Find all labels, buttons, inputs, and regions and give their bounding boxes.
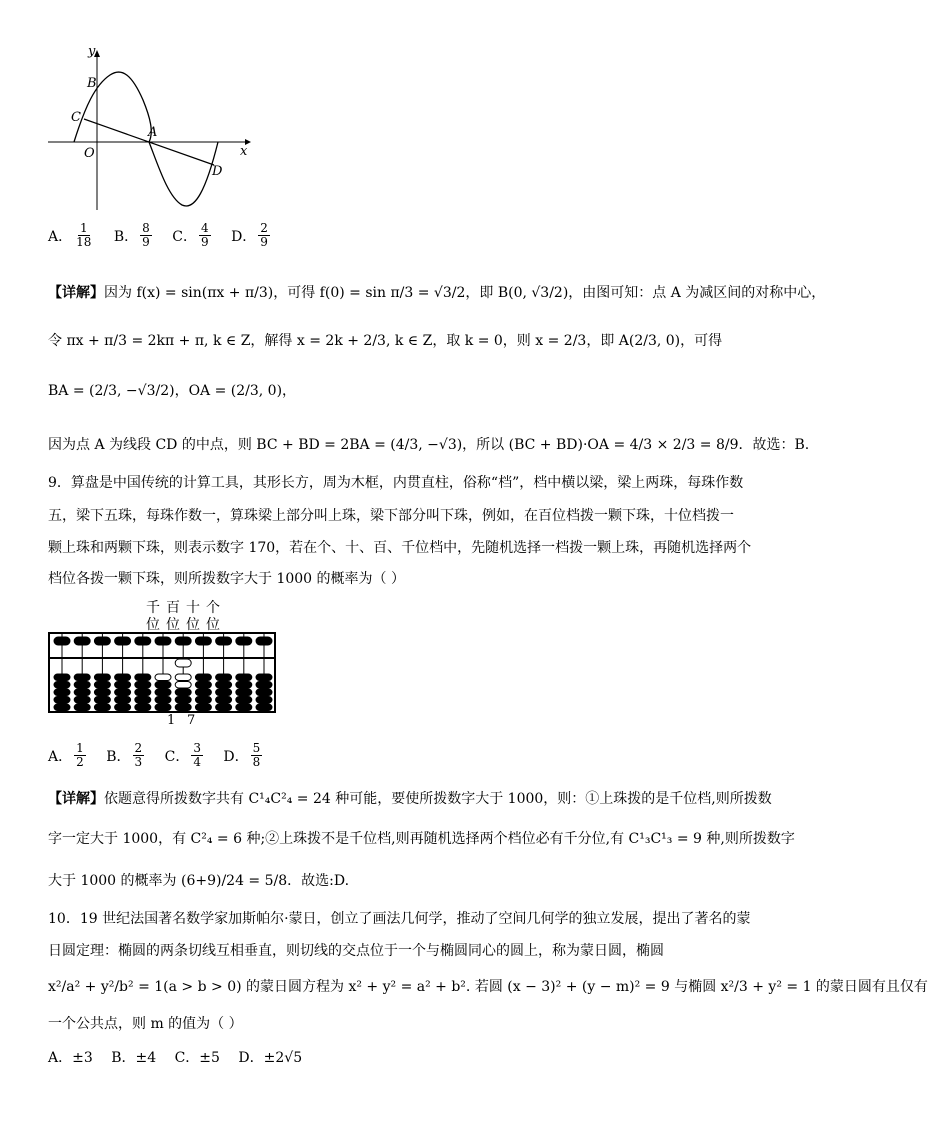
q9-detail-line-3: 大于 1000 的概率为 (6+9)/24 = 5/8．故选:D.: [48, 873, 350, 889]
abacus-lower-bead: [74, 682, 90, 689]
q8-detail-line-4: 因为点 A 为线段 CD 的中点，则 BC + BD = 2BA = (4/3, −√3)，所以 (BC + BD)·OA = 4/3 × 2/3 = 8/9．故选：B.: [48, 437, 810, 453]
abacus-lower-bead: [135, 689, 151, 696]
q8-option-b: B． $\frac{8}{9}$: [113, 221, 150, 249]
abacus-lower-bead: [155, 697, 171, 704]
abacus-lower-bead: [175, 697, 191, 704]
q9-detail-line-1: 【详解】依题意得所拨数字共有 C¹₄C²₄ = 24 种可能，要使所拨数字大于 1000，则：①上珠拨的是千位档,则所拨数: [48, 791, 772, 807]
q8-options: [48, 222, 286, 249]
q9-detail-line-2: 字一定大于 1000，有 C²₄ = 6 种;②上珠拨不是千位档,则再随机选择两个档位必有千分位,有 C¹₃C¹₃ = 9 种,则所拨数字: [48, 831, 795, 847]
abacus-lower-bead: [115, 674, 131, 681]
abacus-upper-bead: [256, 637, 272, 645]
abacus-lower-bead: [74, 674, 90, 681]
abacus-digit-tens: 7: [187, 713, 196, 728]
abacus-lower-bead: [195, 674, 211, 681]
abacus-lower-bead: [54, 689, 70, 696]
abacus-lower-bead: [135, 682, 151, 689]
abacus-lower-bead: [216, 674, 232, 681]
abacus-lower-bead: [115, 697, 131, 704]
abacus-lower-bead: [175, 674, 191, 681]
abacus-lower-bead: [256, 674, 272, 681]
abacus-lower-bead: [74, 704, 90, 711]
abacus-lower-bead: [54, 704, 70, 711]
abacus-upper-bead: [155, 637, 171, 645]
abacus-lower-bead: [155, 704, 171, 711]
abacus-upper-bead: [74, 637, 90, 645]
abacus-lower-bead: [74, 697, 90, 704]
q10-text-1: 10．19 世纪法国著名数学家加斯帕尔·蒙日，创立了画法几何学，推动了空间几何学的独立发展，提出了著名的蒙: [48, 911, 751, 927]
abacus-lower-bead: [155, 689, 171, 696]
abacus-lower-bead: [155, 682, 171, 689]
abacus-lower-bead: [175, 689, 191, 696]
abacus-label-wei-2: 位: [166, 617, 180, 633]
q10-options: [48, 1047, 316, 1067]
svg-text:A: A: [148, 125, 158, 140]
abacus-lower-bead: [236, 674, 252, 681]
abacus-lower-bead: [115, 704, 131, 711]
abacus-lower-bead: [216, 697, 232, 704]
abacus-lower-bead: [195, 682, 211, 689]
svg-text:D: D: [212, 164, 223, 179]
sine-curve: [74, 72, 218, 206]
abacus-lower-bead: [94, 682, 110, 689]
abacus-lower-bead: [135, 704, 151, 711]
abacus-lower-bead: [94, 697, 110, 704]
abacus-lower-bead: [115, 689, 131, 696]
abacus-lower-bead: [54, 674, 70, 681]
abacus-upper-bead: [216, 637, 232, 645]
abacus-lower-bead: [135, 697, 151, 704]
q9-text-2: 五，梁下五珠，每珠作数一，算珠梁上部分叫上珠，梁下部分叫下珠，例如，在百位档拨一颗下珠，十位档拨一: [48, 508, 734, 524]
abacus-lower-bead: [195, 704, 211, 711]
abacus-lower-bead: [54, 697, 70, 704]
abacus-label-thousands: 千: [146, 600, 160, 616]
q10-text-2: 日圆定理：椭圆的两条切线互相垂直，则切线的交点位于一个与椭圆同心的圆上，称为蒙日圆，椭圆: [48, 943, 664, 959]
abacus-upper-bead: [115, 637, 131, 645]
q8-detail-line-3: BA = (2/3, −√3/2)，OA = (2/3, 0)，: [48, 383, 297, 399]
abacus-upper-bead: [175, 659, 191, 667]
abacus-label-wei-3: 位: [186, 617, 200, 633]
abacus-lower-bead: [155, 674, 171, 681]
abacus-lower-bead: [94, 674, 110, 681]
abacus-lower-bead: [256, 682, 272, 689]
abacus-digit-hundreds: 1: [167, 713, 176, 728]
q10-option-b: B．±4: [111, 1050, 157, 1066]
q9-option-a: A． $\frac{1}{2}$: [48, 741, 84, 769]
abacus-lower-bead: [195, 689, 211, 696]
abacus-lower-bead: [256, 689, 272, 696]
q9-option-c: C． $\frac{3}{4}$: [164, 741, 201, 769]
abacus-label-wei-4: 位: [206, 617, 220, 633]
q8-option-c: C． $\frac{4}{9}$: [172, 221, 209, 249]
q8-detail-line-1: 【详解】因为 f(x) = sin(πx + π/3)，可得 f(0) = sin π/3 = √3/2，即 B(0, √3/2)，由图可知：点 A 为减区间的对称中心，: [48, 285, 826, 301]
abacus-upper-bead: [236, 637, 252, 645]
abacus: [48, 632, 278, 714]
abacus-lower-bead: [54, 682, 70, 689]
svg-text:C: C: [71, 110, 81, 125]
abacus-upper-bead: [54, 637, 70, 645]
sine-graph: [40, 45, 255, 215]
abacus-lower-bead: [236, 682, 252, 689]
q9-option-b: B． $\frac{2}{3}$: [106, 741, 143, 769]
q10-text-3: x²/a² + y²/b² = 1(a > b > 0) 的蒙日圆方程为 x² + y² = a² + b². 若圆 (x − 3)² + (y − m)² = 9 与椭圆 x²/3 + y² = 1 的蒙日圆有且仅有: [48, 979, 928, 995]
q8-option-a: A． $\frac{1}{18}$: [48, 221, 92, 249]
q9-text-1: 9．算盘是中国传统的计算工具，其形长方，周为木框，内贯直柱，俗称“档”，档中横以梁，梁上两珠，每珠作数: [48, 475, 744, 491]
abacus-lower-bead: [216, 689, 232, 696]
abacus-upper-bead: [175, 637, 191, 645]
abacus-lower-bead: [216, 682, 232, 689]
svg-text:x: x: [240, 144, 248, 159]
abacus-lower-bead: [74, 689, 90, 696]
abacus-lower-bead: [115, 682, 131, 689]
abacus-lower-bead: [236, 704, 252, 711]
q9-option-d: D． $\frac{5}{8}$: [223, 741, 261, 769]
abacus-lower-bead: [195, 697, 211, 704]
q10-option-c: C．±5: [174, 1050, 220, 1066]
abacus-upper-bead: [195, 637, 211, 645]
abacus-lower-bead: [216, 704, 232, 711]
abacus-label-wei-1: 位: [146, 617, 160, 633]
abacus-upper-bead: [135, 637, 151, 645]
q9-text-3: 颗上珠和两颗下珠，则表示数字 170，若在个、十、百、千位档中，先随机选择一档拨一颗上珠，再随机选择两个: [48, 540, 752, 556]
q9-text-4: 档位各拨一颗下珠，则所拨数字大于 1000 的概率为（ ）: [48, 571, 405, 587]
abacus-lower-bead: [135, 674, 151, 681]
abacus-label-ones: 个: [206, 600, 220, 616]
abacus-lower-bead: [256, 704, 272, 711]
q10-text-4: 一个公共点，则 m 的值为（ ）: [48, 1016, 243, 1032]
abacus-lower-bead: [236, 697, 252, 704]
abacus-upper-bead: [94, 637, 110, 645]
q10-option-a: A．±3: [48, 1050, 93, 1066]
svg-text:y: y: [88, 44, 96, 59]
q10-option-d: D．±2√5: [238, 1050, 303, 1066]
abacus-lower-bead: [236, 689, 252, 696]
abacus-label-tens: 十: [186, 600, 200, 616]
q8-option-d: D． $\frac{2}{9}$: [231, 221, 268, 249]
abacus-lower-bead: [256, 697, 272, 704]
q8-detail-line-2: 令 πx + π/3 = 2kπ + π, k ∈ Z，解得 x = 2k + 2/3, k ∈ Z，取 k = 0，则 x = 2/3，即 A(2/3, 0)，可得: [48, 333, 723, 349]
q9-options: [48, 742, 278, 769]
abacus-label-hundreds: 百: [166, 600, 180, 616]
abacus-lower-bead: [94, 704, 110, 711]
svg-text:O: O: [84, 146, 95, 161]
abacus-lower-bead: [175, 682, 191, 689]
svg-text:B: B: [87, 76, 97, 91]
abacus-lower-bead: [94, 689, 110, 696]
abacus-lower-bead: [175, 704, 191, 711]
